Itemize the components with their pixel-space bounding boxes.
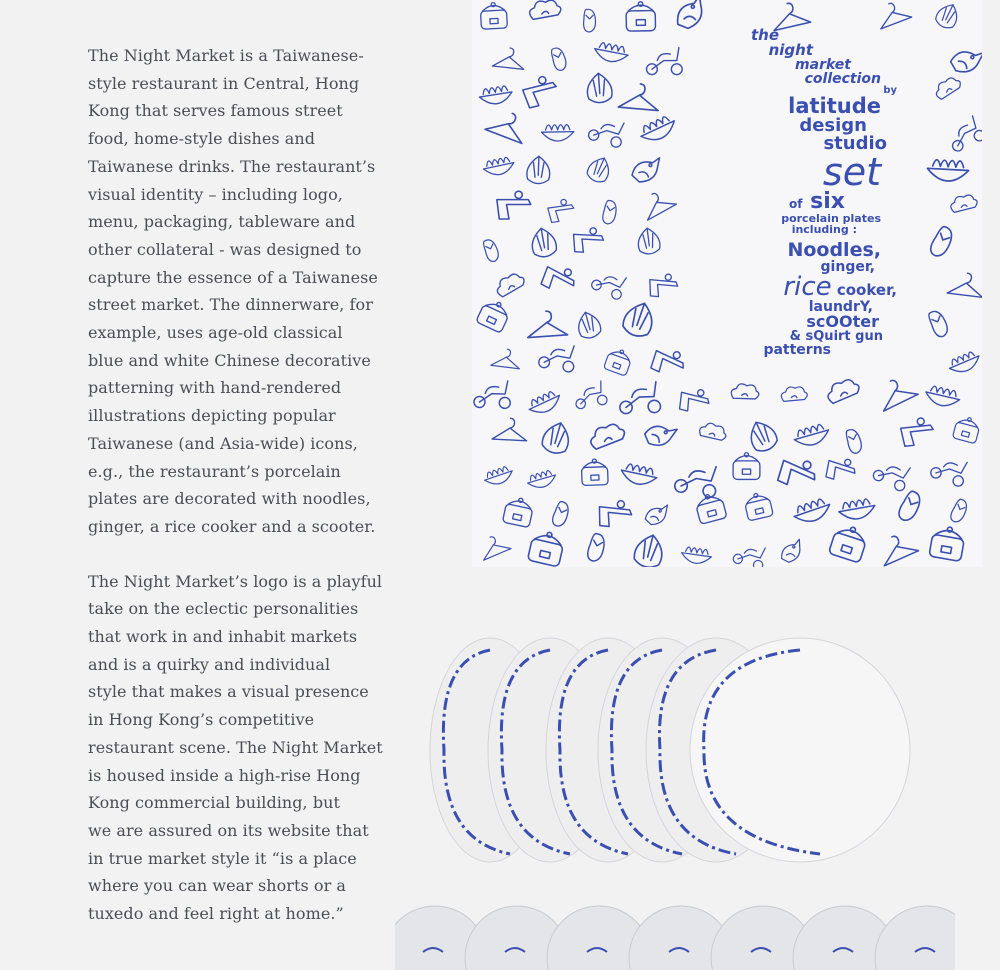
flip-flop-icon (584, 9, 596, 32)
squirt-gun-icon (648, 273, 678, 299)
noodle-bowl-icon (947, 349, 982, 376)
scooter-icon (944, 115, 982, 153)
noodle-bowl-icon (638, 114, 679, 146)
flip-flop-icon (845, 428, 864, 455)
poster-noodles: Noodles, (787, 239, 881, 261)
poster-six: six (810, 189, 845, 214)
flip-flop-icon (482, 238, 501, 263)
text-line: Kong commercial building, but (88, 793, 340, 813)
squirt-gun-icon (900, 417, 935, 447)
cloud-icon (825, 377, 862, 404)
rice-cooker-icon (952, 415, 981, 444)
poster-collection: collection (804, 71, 881, 87)
scooter-icon (474, 380, 511, 409)
scooter-icon (872, 455, 913, 492)
noodle-bowl-icon (482, 156, 516, 178)
poster-rice: rice (783, 272, 832, 302)
flip-flop-icon (550, 46, 568, 72)
hanger-icon (873, 0, 911, 29)
text-line: example, uses age-old classical (88, 323, 343, 343)
poster-ginger: ginger, (820, 259, 875, 275)
rice-cooker-icon (733, 453, 760, 480)
poster-six-line (677, 191, 845, 213)
rice-cooker-icon (603, 346, 633, 376)
poster-of: of (789, 197, 803, 211)
ginger-icon (540, 419, 573, 456)
text-line: style that makes a visual presence (88, 682, 369, 702)
scooter-icon (732, 540, 768, 567)
bird-icon (645, 505, 668, 525)
rice-cooker-icon (929, 524, 966, 561)
hanger-icon (491, 347, 522, 368)
flip-flop-icon (586, 533, 607, 563)
noodle-bowl-icon (619, 462, 658, 487)
text-line: tuxedo and feel right at home.” (88, 904, 344, 924)
noodle-bowl-icon (483, 465, 515, 488)
text-line: is housed inside a high-rise Hong (88, 765, 361, 785)
poster-set: set (822, 150, 881, 194)
text-line: visual identity – including logo, (88, 184, 343, 204)
noodle-bowl-icon (792, 422, 831, 449)
bird-icon (631, 158, 660, 182)
poster-design: design (799, 115, 867, 136)
noodle-bowl-icon (924, 385, 962, 410)
poster-including: including : (791, 223, 857, 236)
text-line: Taiwanese drinks. The restaurant’s (88, 156, 376, 176)
text-line: Kong that serves famous street (88, 101, 343, 121)
text-line: take on the eclectic personalities (88, 599, 359, 619)
squirt-gun-icon (547, 198, 575, 223)
flip-flop-icon (928, 225, 956, 259)
rice-cooker-icon (502, 496, 534, 528)
cloud-icon (529, 0, 562, 20)
noodle-bowl-icon (927, 159, 969, 182)
article-text-column (88, 42, 383, 955)
plate (690, 638, 910, 862)
flip-flop-icon (927, 309, 951, 339)
flip-flop-icon (949, 498, 970, 524)
scooter-icon (619, 382, 661, 414)
noodle-bowl-icon (526, 389, 563, 418)
cloud-icon (932, 75, 963, 101)
plates-photo (400, 630, 930, 880)
text-line: capture the essence of a Taiwanese (88, 267, 378, 287)
scooter-icon (674, 460, 720, 498)
poster-laundry: laundrY, (808, 299, 873, 315)
text-line: ginger, a rice cooker and a scooter. (88, 516, 376, 536)
bird-icon (949, 45, 982, 77)
text-line: that work in and inhabit markets (88, 627, 358, 647)
text-line: in true market style it “is a place (88, 848, 357, 868)
text-line: menu, packaging, tableware and (88, 212, 356, 232)
ginger-icon (933, 0, 962, 31)
ginger-icon (529, 226, 558, 258)
scooter-icon (587, 114, 627, 148)
rice-cooker-icon (828, 522, 869, 563)
bird-icon (671, 0, 710, 31)
text-line: and is a quirky and individual (88, 654, 331, 674)
squirt-gun-icon (678, 385, 712, 415)
noodle-bowl-icon (837, 498, 876, 522)
poster-title-block (677, 28, 897, 357)
noodle-bowl-icon (593, 41, 630, 64)
hanger-icon (947, 271, 982, 297)
squirt-gun-icon (824, 454, 858, 485)
hanger-icon (875, 529, 919, 566)
bird-icon (642, 419, 677, 451)
text-line: Taiwanese (and Asia-wide) icons, (88, 433, 358, 453)
poster-the: the (750, 26, 779, 44)
cloud-icon (588, 422, 627, 450)
ginger-icon (527, 156, 551, 184)
text-line: plates are decorated with noodles, (88, 489, 371, 509)
rice-cooker-icon (626, 2, 656, 32)
poster-by: by (883, 85, 897, 96)
text-line: food, home-style dishes and (88, 129, 316, 149)
hanger-icon (492, 46, 526, 69)
scooter-icon (929, 452, 970, 488)
text-line: patterning with hand-rendered (88, 378, 342, 398)
text-line: other collateral - was designed to (88, 239, 362, 259)
plate-rim-stack (430, 638, 910, 862)
hanger-icon (638, 186, 677, 220)
text-line: where you can wear shorts or a (88, 876, 346, 896)
hanger-icon (476, 531, 511, 560)
squirt-gun-icon (775, 452, 820, 494)
cloud-icon (698, 421, 728, 443)
hanger-icon (618, 82, 660, 110)
squirt-gun-icon (597, 499, 632, 529)
text-line: street market. The dinnerware, for (88, 295, 373, 315)
ginger-icon (745, 417, 780, 455)
text-line: The Night Market is a Taiwanese- (88, 46, 364, 65)
cloud-icon (493, 271, 526, 298)
poster-scooter: scOOter (806, 312, 879, 331)
poster-night: night (768, 41, 813, 59)
text-line: e.g., the restaurant’s porcelain (88, 461, 341, 481)
text-line: we are assured on its website that (88, 820, 369, 840)
noodle-bowl-icon (541, 125, 574, 142)
cloud-icon (949, 194, 978, 213)
hanger-icon (485, 106, 531, 143)
squirt-gun-icon (521, 74, 560, 109)
poster-studio: studio (823, 133, 887, 154)
poster-rice-line (677, 274, 897, 300)
noodle-bowl-icon (478, 85, 513, 106)
noodle-bowl-icon (680, 546, 712, 565)
squirt-gun-icon (573, 227, 604, 253)
squirt-gun-icon (497, 191, 531, 219)
ginger-icon (632, 532, 666, 567)
scooter-icon (590, 266, 629, 301)
ginger-icon (636, 227, 661, 255)
hanger-icon (873, 373, 918, 411)
squirt-gun-icon (539, 260, 579, 298)
cloud-icon (781, 387, 807, 401)
poster-market: market (795, 57, 851, 73)
flip-flop-icon (601, 200, 618, 225)
rice-cooker-icon (480, 2, 507, 29)
hanger-icon (492, 417, 528, 440)
scooter-icon (538, 340, 577, 372)
flip-flop-icon (551, 500, 571, 528)
rice-cooker-icon (527, 529, 565, 567)
scooter-icon (573, 380, 608, 409)
article-paragraph-2 (88, 568, 383, 928)
article-paragraph-1 (88, 42, 378, 541)
ginger-icon (575, 310, 603, 341)
poster-cooker: cooker, (836, 281, 897, 299)
poster-latitude: latitude (788, 94, 881, 118)
poster-porcelain-plates: porcelain plates (781, 212, 881, 225)
text-line: blue and white Chinese decorative (88, 350, 371, 370)
rice-cooker-icon (743, 491, 773, 521)
noodle-bowl-icon (792, 497, 833, 527)
ginger-icon (585, 154, 614, 185)
text-line: The Night Market’s logo is a playful (88, 571, 383, 591)
ginger-icon (620, 299, 657, 340)
noodle-bowl-icon (526, 469, 558, 491)
text-line: style restaurant in Central, Hong (88, 73, 360, 93)
poster-pattern (472, 0, 982, 567)
bird-icon (778, 539, 805, 564)
hanger-icon (526, 310, 568, 338)
poster-squirt-gun: & sQuirt gun (789, 329, 883, 344)
bowl (875, 906, 955, 970)
poster-patterns: patterns (763, 342, 831, 358)
ginger-icon (586, 72, 613, 103)
rice-cooker-icon (476, 297, 512, 333)
rice-cooker-icon (581, 459, 608, 486)
text-line: illustrations depicting popular (88, 406, 336, 426)
rice-cooker-icon (694, 491, 727, 524)
text-line: restaurant scene. The Night Market (88, 737, 383, 757)
cloud-icon (731, 383, 760, 402)
flip-flop-icon (896, 489, 924, 523)
text-line: in Hong Kong’s competitive (88, 710, 315, 730)
